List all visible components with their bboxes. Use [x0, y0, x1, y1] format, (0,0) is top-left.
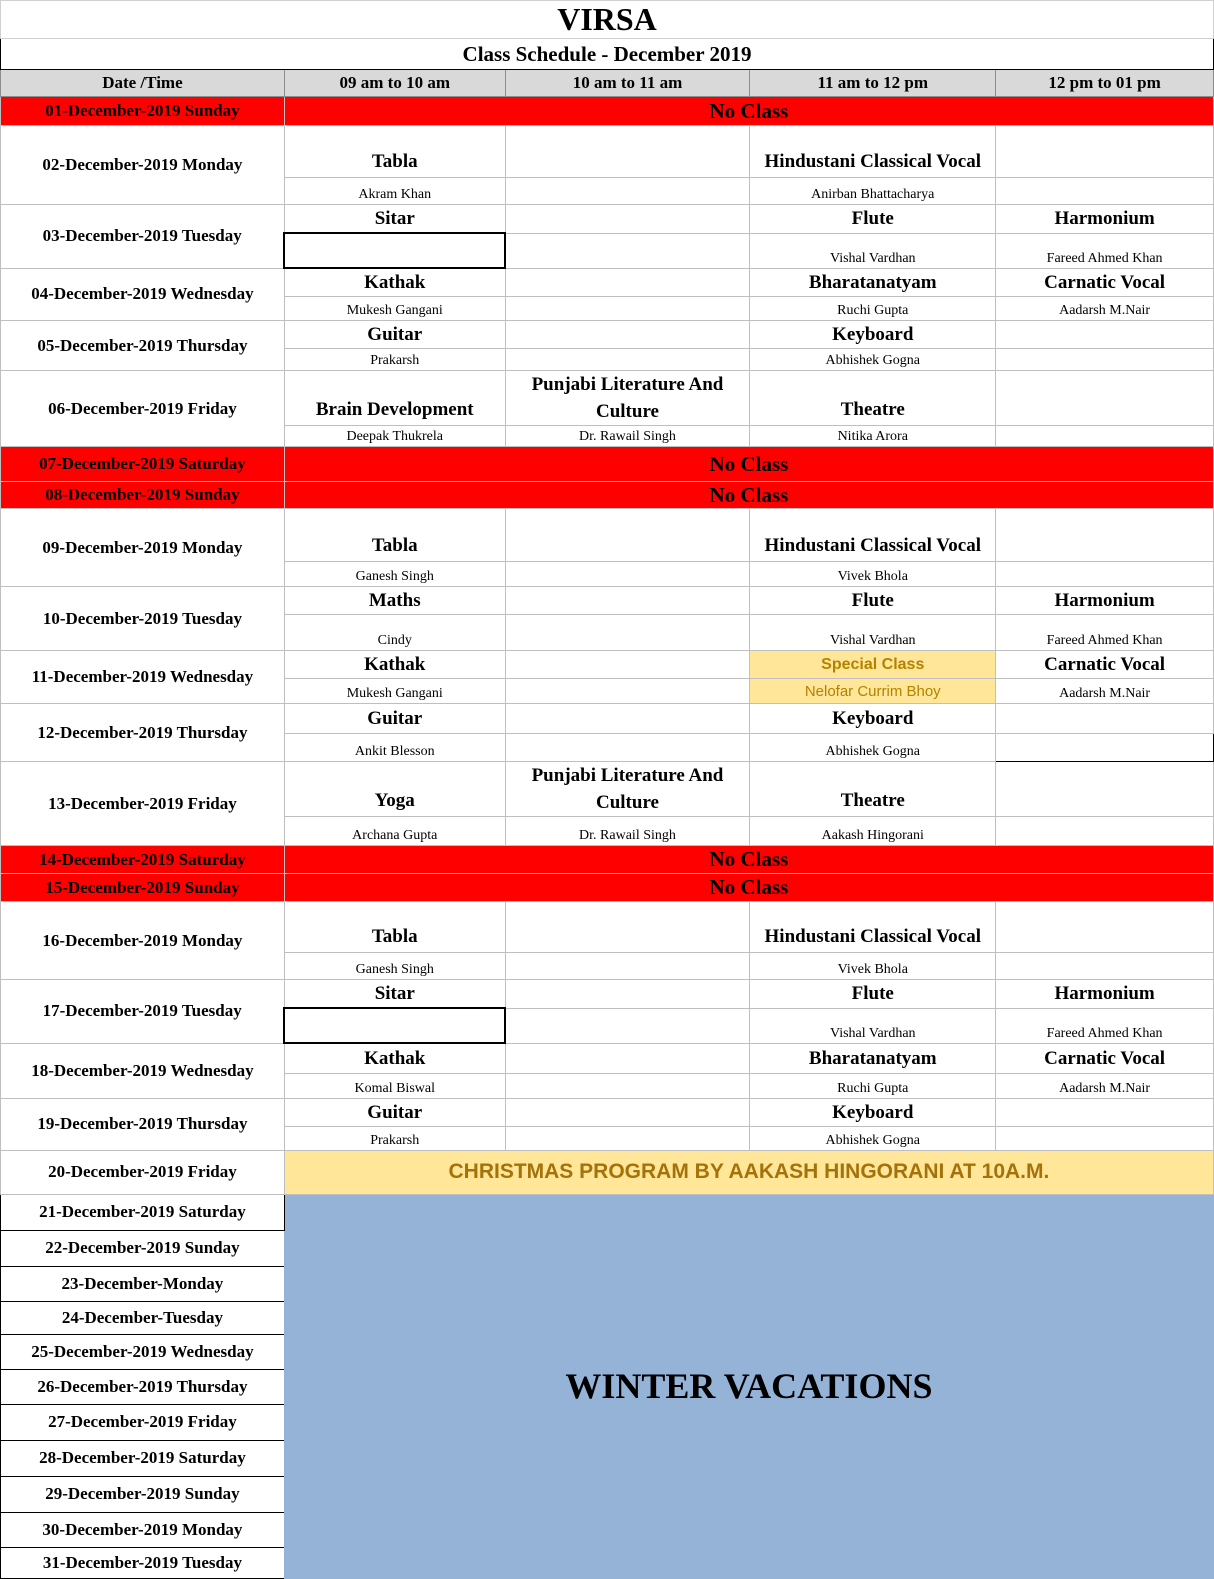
empty-cell [505, 902, 750, 953]
empty-cell [505, 1073, 750, 1098]
subject-cell: Guitar [284, 704, 505, 734]
page-title: VIRSA [1, 1, 1214, 39]
teacher-cell: Anirban Bhattacharya [750, 178, 996, 205]
date-cell: 18-December-2019 Wednesday [1, 1043, 285, 1098]
empty-cell [505, 321, 750, 349]
subject-cell: Harmonium [996, 205, 1214, 234]
no-class-banner: No Class [284, 846, 1213, 874]
no-class-banner: No Class [284, 97, 1213, 126]
subject-cell: Punjabi Literature And Culture [505, 371, 750, 426]
teacher-cell: Mukesh Gangani [284, 679, 505, 704]
date-cell: 06-December-2019 Friday [1, 371, 285, 447]
subject-cell: Keyboard [750, 321, 996, 349]
date-cell: 30-December-2019 Monday [1, 1512, 285, 1547]
subject-cell: Kathak [284, 651, 505, 679]
teacher-cell: Ganesh Singh [284, 562, 505, 587]
date-cell: 13-December-2019 Friday [1, 762, 285, 846]
subject-cell: Maths [284, 587, 505, 615]
empty-cell [996, 734, 1214, 762]
subject-cell: Hindustani Classical Vocal [750, 902, 996, 953]
empty-cell [996, 1126, 1214, 1150]
teacher-cell: Nitika Arora [750, 426, 996, 447]
winter-vacations-block: WINTER VACATIONS [284, 1194, 1213, 1578]
empty-cell [505, 651, 750, 679]
date-cell: 24-December-Tuesday [1, 1301, 285, 1334]
empty-cell [996, 902, 1214, 953]
teacher-cell: Ganesh Singh [284, 953, 505, 980]
teacher-cell: Dr. Rawail Singh [505, 426, 750, 447]
date-cell: 07-December-2019 Saturday [1, 447, 285, 482]
subject-cell: Tabla [284, 126, 505, 178]
empty-cell [996, 371, 1214, 426]
christmas-program-banner: CHRISTMAS PROGRAM BY AAKASH HINGORANI AT 10A.M. [284, 1150, 1213, 1194]
empty-cell [505, 233, 750, 268]
empty-cell [996, 953, 1214, 980]
empty-cell [996, 321, 1214, 349]
date-cell: 05-December-2019 Thursday [1, 321, 285, 371]
header-date-time: Date /Time [1, 70, 285, 97]
special-teacher-cell: Nelofar Currim Bhoy [750, 679, 996, 704]
teacher-cell: Aadarsh M.Nair [996, 679, 1214, 704]
subject-cell: Tabla [284, 902, 505, 953]
teacher-cell: Komal Biswal [284, 1073, 505, 1098]
empty-cell [996, 126, 1214, 178]
date-cell: 16-December-2019 Monday [1, 902, 285, 980]
date-cell: 02-December-2019 Monday [1, 126, 285, 205]
empty-cell [996, 1098, 1214, 1126]
empty-cell [505, 704, 750, 734]
empty-cell [505, 562, 750, 587]
teacher-cell: Ankit Blesson [284, 734, 505, 762]
subject-cell: Harmonium [996, 980, 1214, 1009]
subject-cell: Carnatic Vocal [996, 268, 1214, 297]
teacher-cell: Cindy [284, 615, 505, 651]
date-cell: 27-December-2019 Friday [1, 1404, 285, 1440]
date-cell: 09-December-2019 Monday [1, 509, 285, 587]
empty-cell [505, 615, 750, 651]
subject-cell: Hindustani Classical Vocal [750, 509, 996, 562]
teacher-cell: Aadarsh M.Nair [996, 297, 1214, 321]
teacher-cell: Prakarsh [284, 1126, 505, 1150]
header-slot-3: 11 am to 12 pm [750, 70, 996, 97]
subject-cell: Flute [750, 205, 996, 234]
header-slot-4: 12 pm to 01 pm [996, 70, 1214, 97]
teacher-cell: Vishal Vardhan [750, 233, 996, 268]
subject-cell: Theatre [750, 371, 996, 426]
subject-cell: Kathak [284, 268, 505, 297]
date-cell: 03-December-2019 Tuesday [1, 205, 285, 269]
date-cell: 17-December-2019 Tuesday [1, 980, 285, 1044]
teacher-cell: Ruchi Gupta [750, 297, 996, 321]
teacher-cell: Vishal Vardhan [750, 1008, 996, 1043]
subject-cell: Harmonium [996, 587, 1214, 615]
empty-cell [505, 1126, 750, 1150]
date-cell: 26-December-2019 Thursday [1, 1369, 285, 1404]
no-class-banner: No Class [284, 482, 1213, 509]
subject-cell: Keyboard [750, 704, 996, 734]
subject-cell: Bharatanatyam [750, 1043, 996, 1073]
empty-cell [505, 268, 750, 297]
subject-cell: Hindustani Classical Vocal [750, 126, 996, 178]
subject-cell: Guitar [284, 1098, 505, 1126]
subject-cell: Yoga [284, 762, 505, 817]
teacher-cell: Archana Gupta [284, 817, 505, 846]
date-cell: 31-December-2019 Tuesday [1, 1547, 285, 1578]
date-cell: 12-December-2019 Thursday [1, 704, 285, 762]
empty-cell [996, 426, 1214, 447]
subject-cell: Flute [750, 980, 996, 1009]
teacher-cell: Fareed Ahmed Khan [996, 233, 1214, 268]
special-class-cell: Special Class [750, 651, 996, 679]
header-slot-2: 10 am to 11 am [505, 70, 750, 97]
teacher-cell: Aakash Hingorani [750, 817, 996, 846]
empty-cell [505, 349, 750, 371]
subject-cell: Flute [750, 587, 996, 615]
subject-cell: Punjabi Literature And Culture [505, 762, 750, 817]
subject-cell: Sitar [284, 980, 505, 1009]
empty-cell [505, 1043, 750, 1073]
empty-cell [505, 178, 750, 205]
teacher-cell: Aadarsh M.Nair [996, 1073, 1214, 1098]
empty-cell [996, 762, 1214, 817]
empty-cell [505, 1098, 750, 1126]
subject-cell: Sitar [284, 205, 505, 234]
empty-cell [284, 233, 505, 268]
subject-cell: Tabla [284, 509, 505, 562]
header-slot-1: 09 am to 10 am [284, 70, 505, 97]
empty-cell [505, 734, 750, 762]
date-cell: 15-December-2019 Sunday [1, 874, 285, 902]
subject-cell: Carnatic Vocal [996, 1043, 1214, 1073]
teacher-cell: Ruchi Gupta [750, 1073, 996, 1098]
teacher-cell: Abhishek Gogna [750, 349, 996, 371]
date-cell: 20-December-2019 Friday [1, 1150, 285, 1194]
empty-cell [505, 126, 750, 178]
empty-cell [505, 297, 750, 321]
empty-cell [996, 178, 1214, 205]
empty-cell [284, 1008, 505, 1043]
teacher-cell: Vivek Bhola [750, 562, 996, 587]
teacher-cell: Vishal Vardhan [750, 615, 996, 651]
date-cell: 21-December-2019 Saturday [1, 1194, 285, 1230]
subject-cell: Brain Development [284, 371, 505, 426]
date-cell: 10-December-2019 Tuesday [1, 587, 285, 651]
empty-cell [505, 980, 750, 1009]
teacher-cell: Deepak Thukrela [284, 426, 505, 447]
subject-cell: Theatre [750, 762, 996, 817]
no-class-banner: No Class [284, 874, 1213, 902]
subject-cell: Kathak [284, 1043, 505, 1073]
teacher-cell: Fareed Ahmed Khan [996, 615, 1214, 651]
teacher-cell: Vivek Bhola [750, 953, 996, 980]
subject-cell: Guitar [284, 321, 505, 349]
schedule-subtitle: Class Schedule - December 2019 [1, 39, 1214, 70]
date-cell: 29-December-2019 Sunday [1, 1476, 285, 1512]
empty-cell [996, 509, 1214, 562]
empty-cell [505, 953, 750, 980]
empty-cell [996, 704, 1214, 734]
subject-cell: Carnatic Vocal [996, 651, 1214, 679]
subject-cell: Keyboard [750, 1098, 996, 1126]
empty-cell [505, 679, 750, 704]
empty-cell [505, 205, 750, 234]
empty-cell [505, 1008, 750, 1043]
date-cell: 23-December-Monday [1, 1266, 285, 1301]
date-cell: 04-December-2019 Wednesday [1, 268, 285, 321]
date-cell: 25-December-2019 Wednesday [1, 1334, 285, 1369]
date-cell: 11-December-2019 Wednesday [1, 651, 285, 704]
teacher-cell: Abhishek Gogna [750, 1126, 996, 1150]
date-cell: 28-December-2019 Saturday [1, 1440, 285, 1476]
teacher-cell: Dr. Rawail Singh [505, 817, 750, 846]
no-class-banner: No Class [284, 447, 1213, 482]
empty-cell [996, 349, 1214, 371]
empty-cell [505, 587, 750, 615]
date-cell: 08-December-2019 Sunday [1, 482, 285, 509]
teacher-cell: Abhishek Gogna [750, 734, 996, 762]
empty-cell [505, 509, 750, 562]
teacher-cell: Mukesh Gangani [284, 297, 505, 321]
empty-cell [996, 817, 1214, 846]
date-cell: 19-December-2019 Thursday [1, 1098, 285, 1150]
date-cell: 01-December-2019 Sunday [1, 97, 285, 126]
teacher-cell: Prakarsh [284, 349, 505, 371]
date-cell: 22-December-2019 Sunday [1, 1230, 285, 1266]
teacher-cell: Akram Khan [284, 178, 505, 205]
teacher-cell: Fareed Ahmed Khan [996, 1008, 1214, 1043]
date-cell: 14-December-2019 Saturday [1, 846, 285, 874]
empty-cell [996, 562, 1214, 587]
subject-cell: Bharatanatyam [750, 268, 996, 297]
